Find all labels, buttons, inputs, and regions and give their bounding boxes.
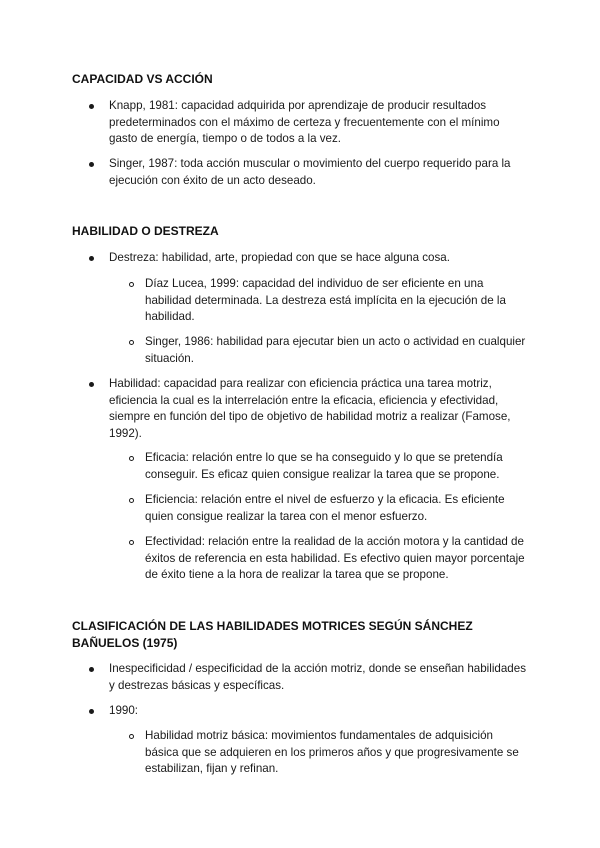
list-item: Inespecificidad / especificidad de la acción motriz, donde se enseñan habilidades y destrezas básicas y específicas. (109, 662, 526, 692)
bullet-icon (89, 256, 94, 261)
list-item: 1990: (109, 704, 139, 717)
section-heading: CLASIFICACIÓN DE LAS HABILIDADES MOTRICES SEGÚN SÁNCHEZ BAÑUELOS (1975) (72, 619, 473, 650)
list-item: Destreza: habilidad, arte, propiedad con que se hace alguna cosa. (109, 251, 450, 264)
sub-list-item: Singer, 1986: habilidad para ejecutar bien un acto o actividad en cualquier situación. (145, 335, 526, 365)
circle-bullet-icon (129, 456, 134, 461)
section-heading: HABILIDAD O DESTREZA (72, 224, 219, 238)
section-heading: CAPACIDAD VS ACCIÓN (72, 72, 213, 86)
sub-list-item: Díaz Lucea, 1999: capacidad del individuo de ser eficiente en una habilidad determinada. La destreza está implícita en la ejecución de la habilidad. (145, 277, 506, 324)
bullet-icon (89, 104, 94, 109)
sub-list-item: Eficacia: relación entre lo que se ha conseguido y lo que se pretendía conseguir. Es eficaz quien consigue realizar la tarea que se propone. (145, 451, 503, 481)
list-item: Singer, 1987: toda acción muscular o movimiento del cuerpo requerido para la ejecución con éxito de un acto deseado. (109, 157, 511, 187)
sub-list-item: Habilidad motriz básica: movimientos fundamentales de adquisición básica que se adquieren en los primeros años y que progresivamente se estabilizan, fijan y refinan. (145, 729, 519, 776)
sub-list-item: Eficiencia: relación entre el nivel de esfuerzo y la eficacia. Es eficiente quien consigue realizar la tarea con el menor esfuerzo. (145, 493, 505, 523)
list-item: Habilidad: capacidad para realizar con eficiencia práctica una tarea motriz, eficiencia la cual es la interrelación entre la eficacia, eficiencia y efectividad, siempre en función del tipo de objetivo de habilidad motriz a realizar (Famose, 1992). (109, 377, 511, 440)
circle-bullet-icon (129, 282, 134, 287)
bullet-icon (89, 162, 94, 167)
bullet-icon (89, 382, 94, 387)
bullet-icon (89, 667, 94, 672)
circle-bullet-icon (129, 540, 134, 545)
circle-bullet-icon (129, 340, 134, 345)
list-item: Knapp, 1981: capacidad adquirida por aprendizaje de producir resultados predeterminados con el máximo de certeza y frecuentemente con el mínimo gasto de energía, tiempo o de todos a la vez. (109, 99, 500, 146)
sub-list-item: Efectividad: relación entre la realidad de la acción motora y la cantidad de éxitos de referencia en esta habilidad. Es efectivo quien mayor porcentaje de éxito tiene a la hora de realizar la tarea que se propone. (145, 535, 525, 582)
circle-bullet-icon (129, 498, 134, 503)
bullet-icon (89, 709, 94, 714)
circle-bullet-icon (129, 734, 134, 739)
